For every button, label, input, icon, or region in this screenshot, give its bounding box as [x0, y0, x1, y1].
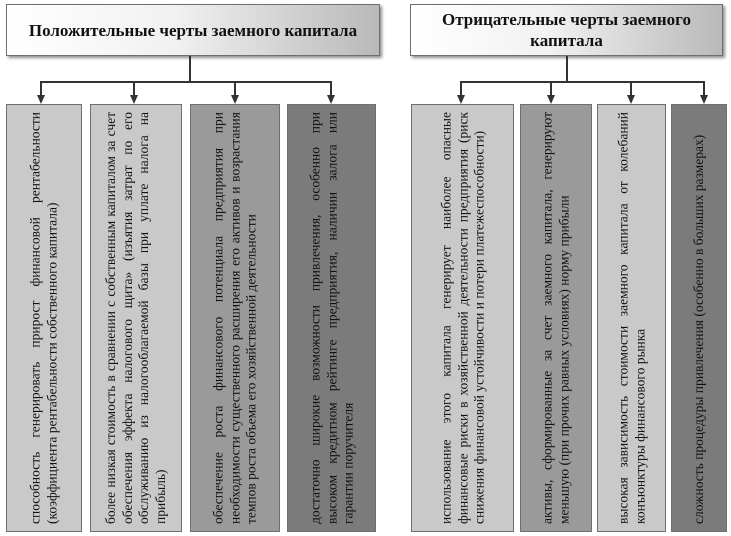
positive-trait-box-1 — [6, 104, 82, 532]
negative-trait-text-3: высокая зависимость стоимости заемного капитала от колебаний конъюнктуры финансового рынка — [615, 112, 647, 524]
positive-trait-text-1: способность генерировать прирост финансовой рентабельности (коэффициента рентабельности собственного капитала) — [27, 112, 59, 524]
positive-traits-header — [6, 4, 380, 56]
positive-trait-box-2 — [90, 104, 182, 532]
positive-trait-box-4 — [287, 104, 376, 532]
right-arrow-2 — [547, 95, 555, 104]
negative-trait-box-1 — [411, 104, 514, 532]
negative-traits-header-text: Отрицательные черты заемного капитала — [442, 10, 691, 50]
left-horizontal-connector — [40, 81, 332, 83]
positive-trait-box-3 — [190, 104, 280, 532]
left-arrow-3 — [231, 95, 239, 104]
negative-trait-text-1: использование этого капитала генерирует наиболее опасные финансовые риски в хозяйственной деятельности предприятия (риск снижения финансовой устойчивости и потери платежеспособности) — [437, 112, 486, 524]
left-arrow-1 — [37, 95, 45, 104]
negative-trait-box-4 — [671, 104, 727, 532]
negative-trait-box-3 — [597, 104, 666, 532]
left-stem-connector — [189, 56, 191, 82]
negative-trait-text-2: активы, сформированные за счет заемного капитала, генерируют меньшую (при прочих равных условиях) норму прибыли — [539, 112, 571, 524]
right-arrow-1 — [457, 95, 465, 104]
left-arrow-2 — [130, 95, 138, 104]
positive-trait-text-4: достаточно широкие возможности привлечения, особенно при высоком кредитном рейтинге предприятия, наличии залога или гарантии поручителя — [306, 112, 355, 524]
negative-traits-header — [410, 4, 723, 56]
left-arrow-4 — [327, 95, 335, 104]
negative-trait-text-4: сложность процедуры привлечения (особенно в больших размерах) — [690, 134, 706, 524]
right-stem-connector — [566, 56, 568, 82]
positive-trait-text-2: более низкая стоимость в сравнении с собственным капиталом за счет обеспечения эффекта налогового щита» (изъятия затрат по его обслуживанию из налогооблагаемой базы при уплате налога на прибыль) — [103, 112, 168, 524]
positive-trait-text-3: обеспечение роста финансового потенциала предприятия при необходимости существенного расширения его активов и возрастания темпов роста объема его хозяйственной деятельности — [210, 112, 259, 524]
right-arrow-4 — [700, 95, 708, 104]
positive-traits-header-text: Положительные черты заемного капитала — [28, 20, 358, 40]
right-arrow-3 — [627, 95, 635, 104]
right-horizontal-connector — [460, 81, 705, 83]
negative-trait-box-2 — [520, 104, 592, 532]
